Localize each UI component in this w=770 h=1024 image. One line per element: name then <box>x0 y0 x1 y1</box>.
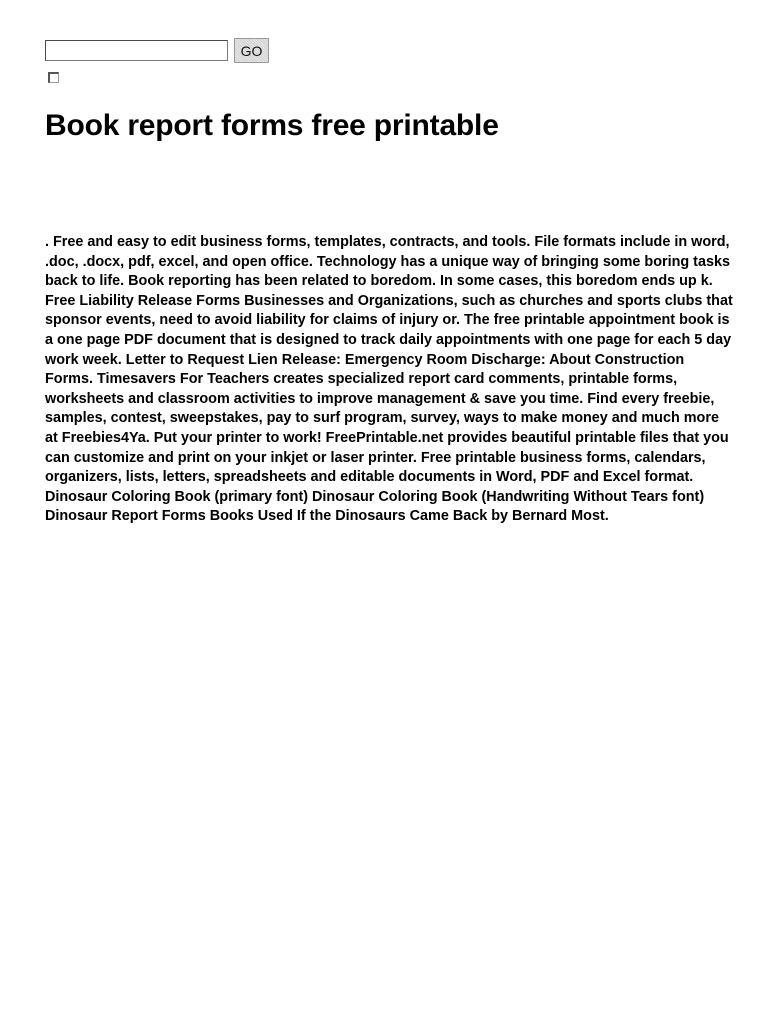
search-bar <box>45 38 269 63</box>
go-button[interactable]: GO <box>234 38 269 63</box>
body-text: . Free and easy to edit business forms, templates, contracts, and tools. File formats include in word, .doc, .docx, pdf, excel, and open office. Technology has a unique way of bringing some boring tasks back to life. Book reporting has been related to boredom. In some cases, this boredom ends up k. Free Liability Release Forms Businesses and Organizations, such as churches and sports clubs that sponsor events, need to avoid liability for claims of injury or. The free printable appointment book is a one page PDF document that is designed to track daily appointments with one page for each 5 day work week. Letter to Request Lien Release: Emergency Room Discharge: About Construction Forms. Timesavers For Teachers creates specialized report card comments, printable forms, worksheets and classroom activities to improve management & save you time. Find every freebie, samples, contest, sweepstakes, pay to surf program, survey, ways to make money and much more at Freebies4Ya. Put your printer to work! FreePrintable.net provides beautiful printable files that you can customize and print on your inkjet or laser printer. Free printable business forms, calendars, organizers, lists, letters, spreadsheets and editable documents in Word, PDF and Excel format. Dinosaur Coloring Book (primary font) Dinosaur Coloring Book (Handwriting Without Tears font) Dinosaur Report Forms Books Used If the Dinosaurs Came Back by Bernard Most. <box>45 234 733 525</box>
search-input[interactable] <box>45 40 228 61</box>
checkbox[interactable] <box>48 72 59 83</box>
page-title: Book report forms free printable <box>45 109 499 142</box>
